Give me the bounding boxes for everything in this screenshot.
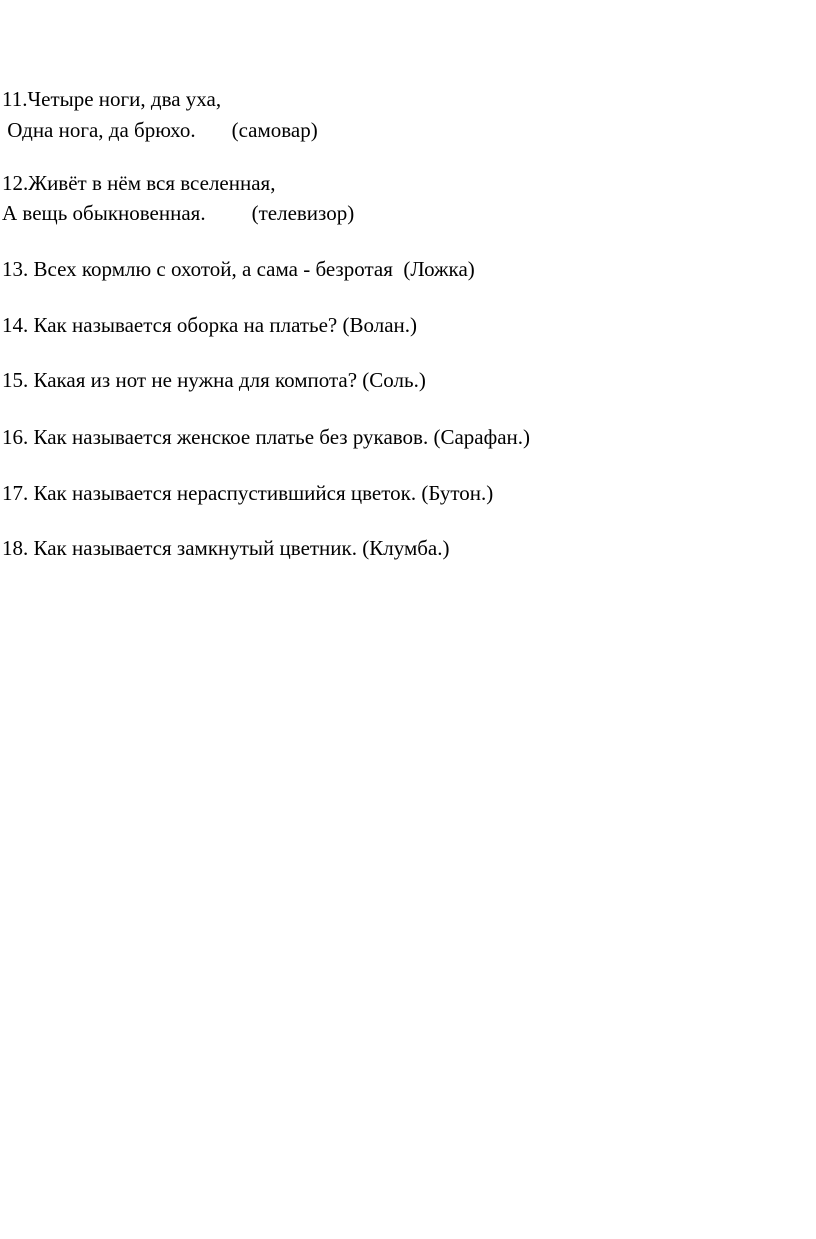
riddle-15 — [2, 367, 426, 393]
riddle-number: 11. — [2, 87, 28, 111]
riddle-answer: (самовар) — [231, 118, 318, 142]
riddle-number: 13. — [2, 257, 29, 281]
riddle-text: Как называется нераспустившийся цветок. (Бутон.) — [33, 481, 494, 505]
riddle-text: Как называется оборка на платье? (Волан.) — [33, 313, 418, 337]
riddle-11-line-1 — [2, 86, 221, 112]
riddle-11-line-2 — [2, 117, 318, 143]
riddle-number: 12. — [2, 171, 29, 195]
riddle-text: Четыре ноги, два уха, — [27, 87, 222, 111]
riddle-text: Одна нога, да брюхо. — [2, 118, 196, 142]
riddle-16 — [2, 424, 530, 450]
riddle-number: 17. — [2, 481, 29, 505]
riddle-14 — [2, 312, 417, 338]
riddle-12-line-2 — [2, 200, 354, 226]
riddle-17 — [2, 480, 493, 506]
riddle-18 — [2, 535, 449, 561]
riddle-number: 14. — [2, 313, 29, 337]
riddle-text: Как называется женское платье без рукавов. (Сарафан.) — [33, 425, 531, 449]
riddle-number: 15. — [2, 368, 29, 392]
riddle-12-line-1 — [2, 170, 275, 196]
riddle-answer: (телевизор) — [251, 201, 355, 225]
riddle-text: Живёт в нём вся вселенная, — [28, 171, 276, 195]
riddle-text: Как называется замкнутый цветник. (Клумба.) — [33, 536, 450, 560]
riddle-number: 16. — [2, 425, 29, 449]
riddle-13 — [2, 256, 475, 282]
riddle-text: Всех кормлю с охотой, а сама - безротая (Ложка) — [33, 257, 475, 281]
riddle-text: Какая из нот не нужна для компота? (Соль.) — [33, 368, 426, 392]
riddle-text: А вещь обыкновенная. — [2, 201, 206, 225]
riddle-number: 18. — [2, 536, 29, 560]
